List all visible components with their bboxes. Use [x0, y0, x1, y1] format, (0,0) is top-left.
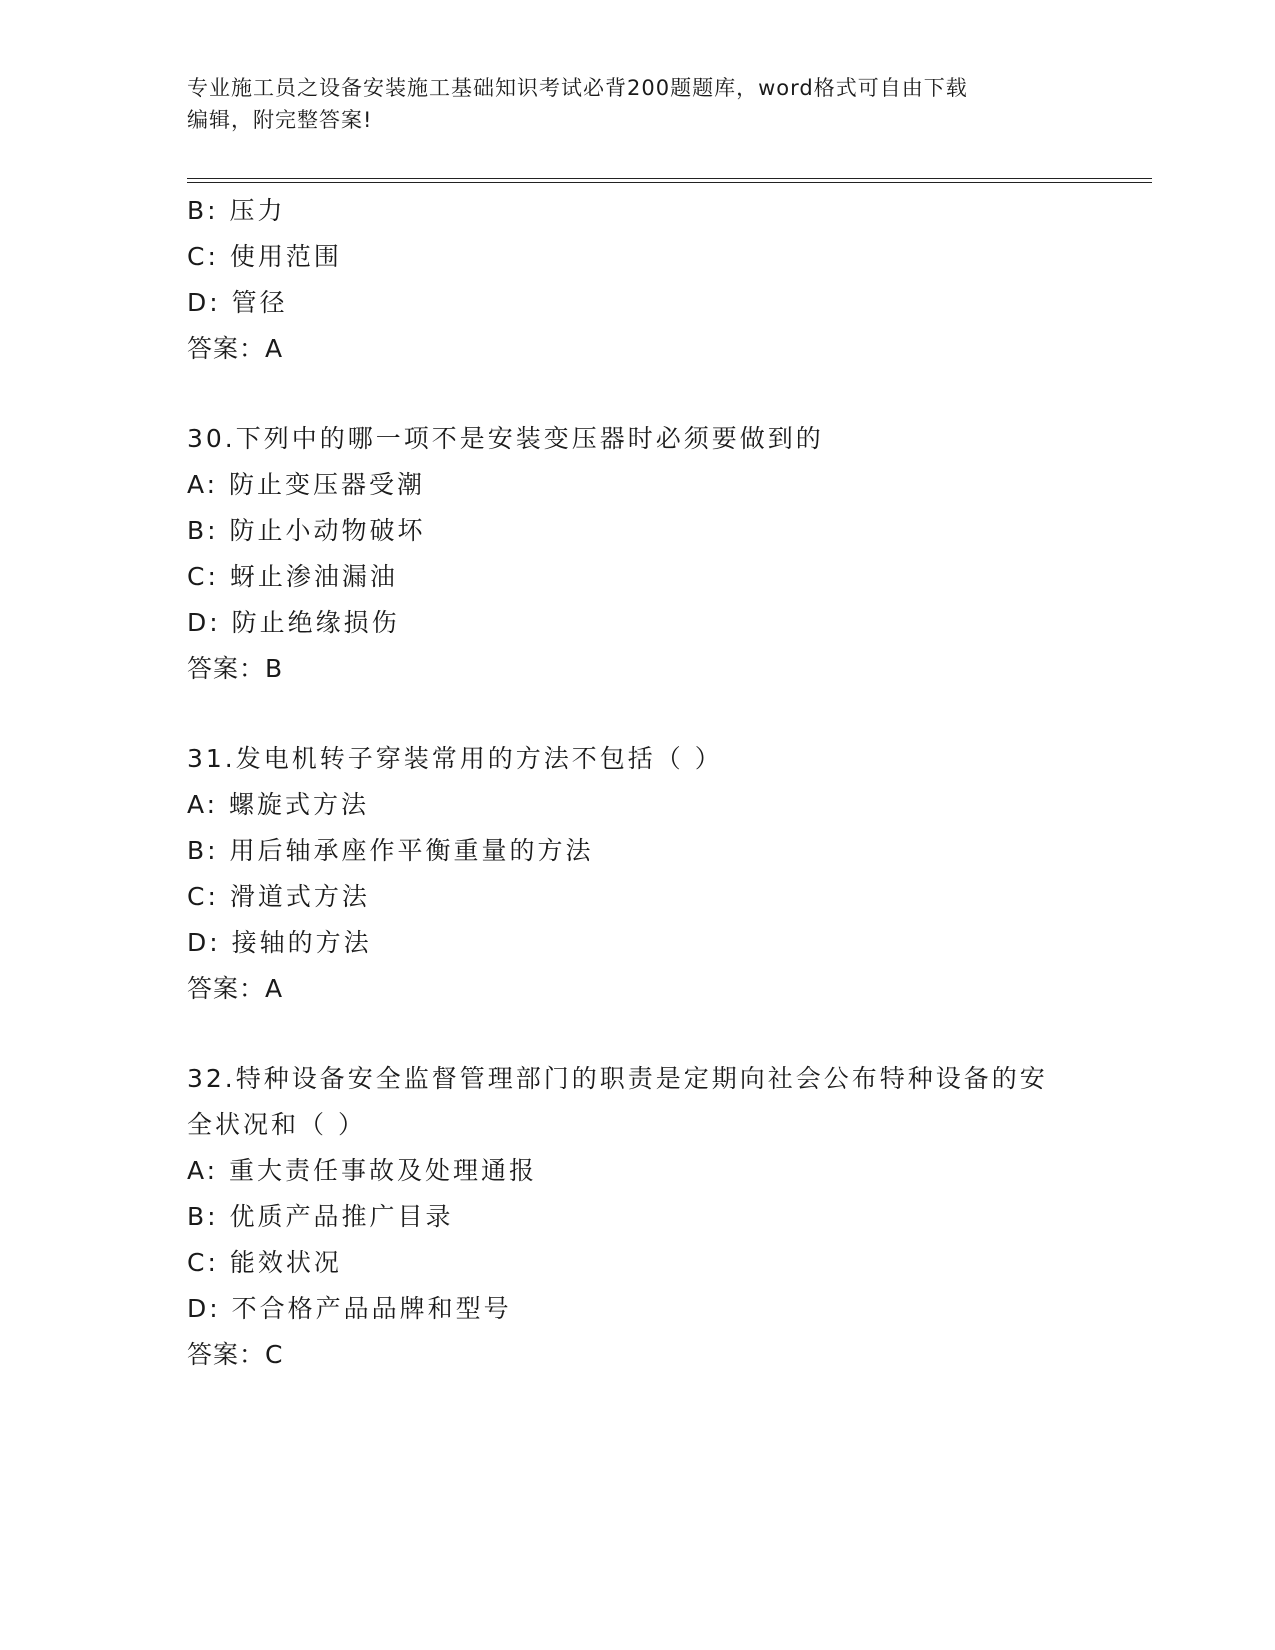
question-text: 30.下列中的哪一项不是安装变压器时必须要做到的	[187, 424, 824, 453]
question-block-32	[187, 1056, 1087, 1378]
question-block-31	[187, 736, 1087, 1012]
option-d: D: 不合格产品品牌和型号	[187, 1294, 512, 1323]
option-c: C: 滑道式方法	[187, 882, 370, 911]
document-header	[187, 72, 1087, 136]
question-text: 31.发电机转子穿装常用的方法不包括（ ）	[187, 744, 723, 773]
answer-label: 答案：	[187, 974, 266, 1003]
option-d: D: 管径	[187, 288, 288, 317]
answer-value: A	[265, 974, 284, 1003]
answer-line	[187, 966, 1087, 1012]
header-divider-bottom	[187, 182, 1152, 183]
answer-value: B	[265, 654, 284, 683]
option-c: C: 能效状况	[187, 1248, 342, 1277]
answer-value: C	[265, 1340, 284, 1369]
option-b: B: 优质产品推广目录	[187, 1202, 454, 1231]
answer-line	[187, 646, 1087, 692]
option-c: C: 使用范围	[187, 242, 342, 271]
option-d: D: 防止绝缘损伤	[187, 608, 400, 637]
option-a: A: 螺旋式方法	[187, 790, 370, 819]
answer-label: 答案：	[187, 334, 266, 363]
option-c: C: 蚜止渗油漏油	[187, 562, 398, 591]
question-block-30	[187, 416, 1087, 692]
option-b: B: 压力	[187, 196, 286, 225]
option-a: A: 重大责任事故及处理通报	[187, 1156, 538, 1185]
question-text-line-1: 32.特种设备安全监督管理部门的职责是定期向社会公布特种设备的安	[187, 1064, 1048, 1093]
question-text-line-2: 全状况和（ ）	[187, 1110, 366, 1139]
header-title-line-2: 编辑，附完整答案!	[187, 108, 373, 132]
option-b: B: 防止小动物破坏	[187, 516, 426, 545]
header-divider-top	[187, 178, 1152, 179]
answer-line	[187, 326, 1087, 372]
answer-label: 答案：	[187, 654, 266, 683]
option-b: B: 用后轴承座作平衡重量的方法	[187, 836, 594, 865]
question-block-continued	[187, 188, 1087, 372]
answer-value: A	[265, 334, 284, 363]
answer-line	[187, 1332, 1087, 1378]
option-d: D: 接轴的方法	[187, 928, 372, 957]
header-title-line-1: 专业施工员之设备安装施工基础知识考试必背200题题库，word格式可自由下载	[187, 76, 968, 100]
answer-label: 答案：	[187, 1340, 266, 1369]
question-list	[187, 188, 1087, 1378]
option-a: A: 防止变压器受潮	[187, 470, 426, 499]
